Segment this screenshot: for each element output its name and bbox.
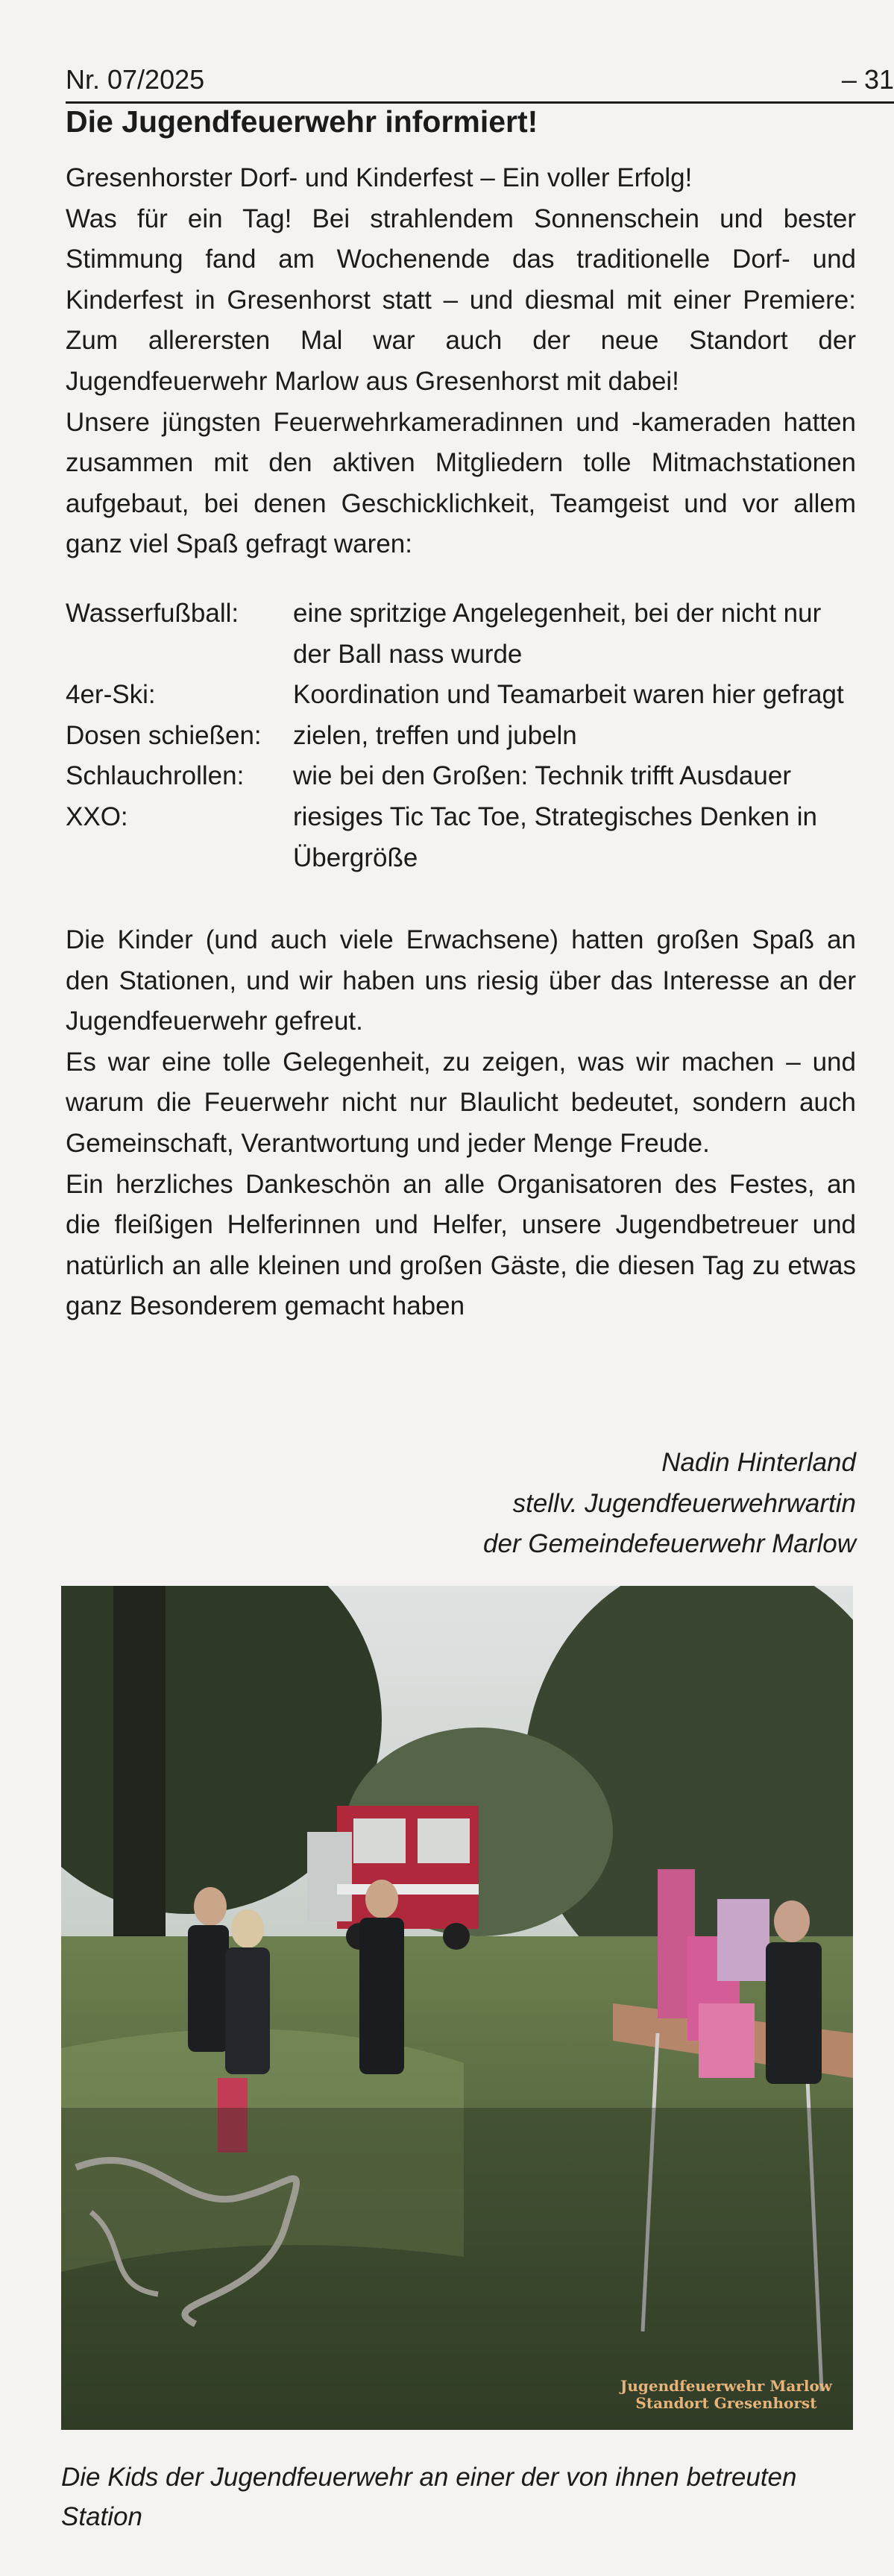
intro-paragraph: Was für ein Tag! Bei strahlendem Sonnenschein und bester Stimmung fand am Wochenende das traditionelle Dorf- und Kinderfest in Gresenhorst statt – und diesmal mit einer Premiere: Zum allerersten Mal war auch der neue Standort der Jugendfeuerwehr Marlow aus Gresenhorst mit dabei!	[66, 204, 856, 396]
station-name: Dosen schießen:	[66, 720, 262, 750]
body-paragraph: Es war eine tolle Gelegenheit, zu zeigen, was wir machen – und warum die Feuerwehr nicht nur Blaulicht bedeutet, sondern auch Gemeinschaft, Verantwortung und jeder Menge Freude.	[66, 1047, 856, 1158]
station-description: Koordination und Teamarbeit waren hier gefragt	[293, 680, 844, 710]
station-description: eine spritzige Angelegenheit, bei der nicht nur der Ball nass wurde	[293, 599, 822, 669]
station-name: Schlauchrollen:	[66, 761, 245, 791]
article-headline: Die Jugendfeuerwehr informiert!	[66, 104, 538, 139]
station-name: 4er-Ski:	[66, 680, 156, 710]
author-name: Nadin Hinterland	[661, 1448, 856, 1477]
body-paragraph: Ein herzliches Dankeschön an alle Organisatoren des Festes, an die fleißigen Helferinnen und Helfer, unsere Jugendbetreuer und natürlich an alle kleinen und großen Gäste, die diesen Tag zu etwas ganz Besonderem gemacht haben	[66, 1169, 856, 1321]
body-paragraph: Die Kinder (und auch viele Erwachsene) hatten großen Spaß an den Stationen, und wir haben uns riesig über das Interesse an der Jugendfeuerwehr gefreut.	[66, 925, 856, 1036]
article-photo	[61, 1586, 853, 2430]
station-name: XXO:	[66, 802, 128, 831]
article-intro	[66, 158, 856, 565]
station-description: zielen, treffen und jubeln	[293, 720, 577, 750]
station-description: wie bei den Großen: Technik trifft Ausdauer	[293, 761, 791, 791]
page-header	[66, 64, 894, 104]
list-item	[66, 675, 856, 716]
author-role: stellv. Jugendfeuerwehrwartin	[512, 1488, 856, 1518]
page-number: – 31	[841, 64, 894, 95]
photo-watermark	[620, 2378, 832, 2412]
author-organization: der Gemeindefeuerwehr Marlow	[483, 1529, 856, 1559]
intro-paragraph: Unsere jüngsten Feuerwehrkameradinnen und -kameraden hatten zusammen mit den aktiven Mitgliedern tolle Mitmachstationen aufgebaut, bei denen Geschicklichkeit, Teamgeist und vor allem ganz viel Spaß gefragt waren:	[66, 407, 856, 559]
watermark-line: Standort Gresenhorst	[635, 2394, 817, 2412]
watermark-line: Jugendfeuerwehr Marlow	[620, 2377, 832, 2395]
station-description: riesiges Tic Tac Toe, Strategisches Denken in Übergröße	[293, 802, 817, 872]
photo-caption: Die Kids der Jugendfeuerwehr an einer der von ihnen betreuten Station	[61, 2463, 797, 2531]
list-item	[66, 593, 856, 675]
station-name: Wasserfußball:	[66, 599, 239, 628]
author-signature	[185, 1443, 856, 1565]
issue-number: Nr. 07/2025	[66, 64, 205, 95]
list-item	[66, 797, 856, 878]
list-item	[66, 716, 856, 757]
article-subheading: Gresenhorster Dorf- und Kinderfest – Ein voller Erfolg!	[66, 163, 693, 192]
list-item	[66, 756, 856, 797]
article-body	[66, 920, 856, 1327]
photo-illustration	[61, 1586, 853, 2430]
station-list	[66, 593, 856, 878]
